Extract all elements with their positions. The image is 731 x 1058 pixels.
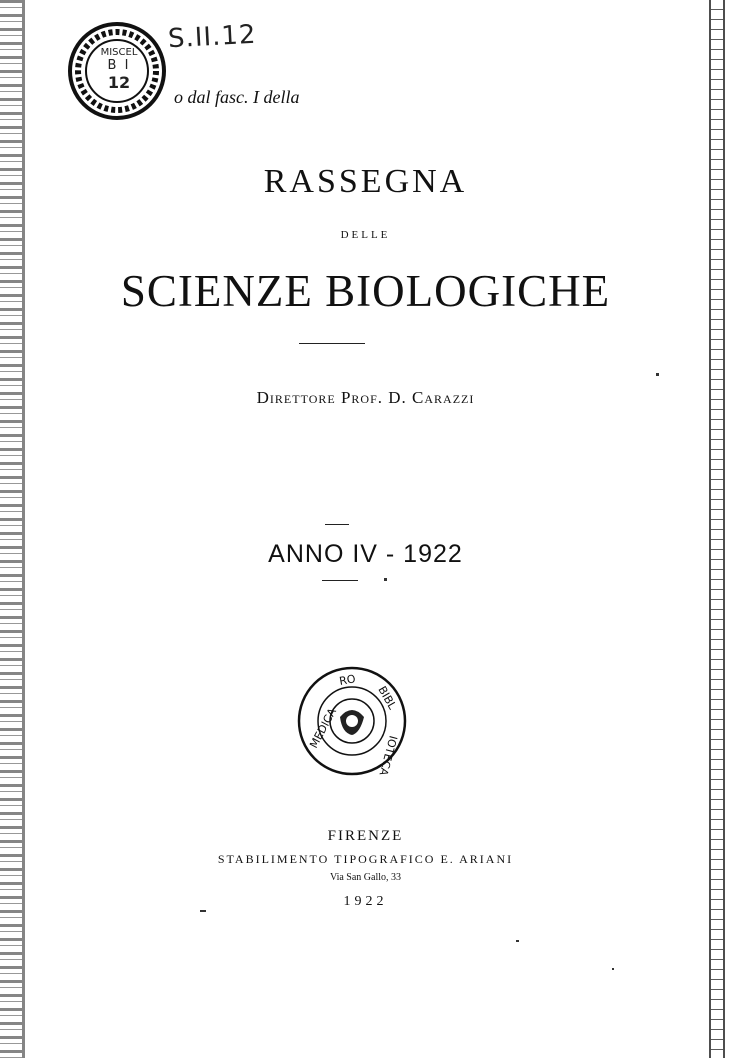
imprint-printer: STABILIMENTO TIPOGRAFICO E. ARIANI [217,852,514,866]
stamp-line-1: MISCEL [100,47,138,58]
scan-speck [200,910,206,912]
handwritten-shelfmark: S.II.12 [167,19,258,55]
journal-subtitle: SCIENZE BIOLOGICHE [120,266,611,316]
title-connector: DELLE [340,229,391,241]
library-stamp-text [96,47,142,92]
divider-rule-lower [322,580,358,581]
imprint-address: Via San Gallo, 33 [329,872,402,883]
scan-speck [384,578,387,581]
journal-title: RASSEGNA [263,163,468,200]
scan-speck [516,940,519,942]
svg-text:IOTECA: IOTECA [376,734,400,777]
stamp-line-2: B I [107,58,131,73]
library-seal-icon [296,665,408,777]
divider-rule [299,343,365,344]
imprint-city: FIRENZE [327,828,404,844]
stamp-line-3: 12 [107,73,131,92]
svg-text:RO: RO [338,672,357,688]
imprint-year: 1922 [343,894,388,909]
svg-text:BIBL: BIBL [375,684,399,712]
svg-text:MEDICA: MEDICA [307,706,340,751]
director-line: Direttore Prof. D. Carazzi [256,388,475,407]
extract-note: o dal fasc. I della [174,87,300,107]
scan-speck [612,968,614,970]
divider-rule-upper [325,524,349,525]
scan-speck [656,373,659,376]
volume-line: ANNO IV - 1922 [268,540,463,568]
